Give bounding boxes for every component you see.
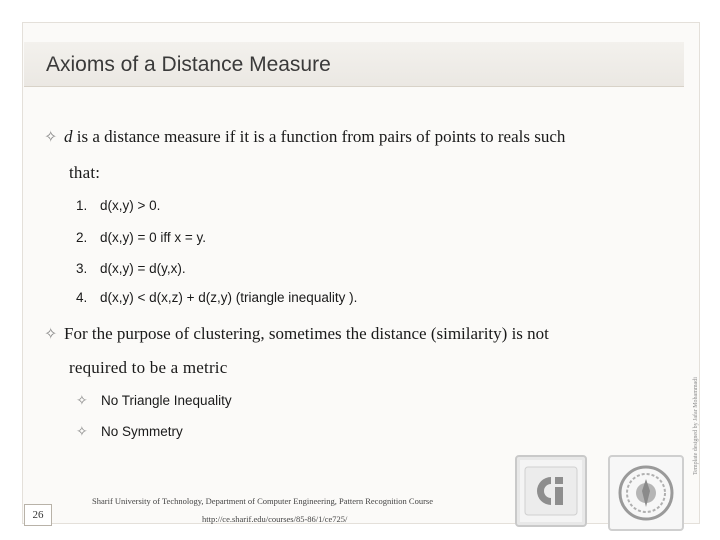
sub-bullet: ✧ No Symmetry <box>76 423 183 439</box>
bullet-1 <box>44 127 565 147</box>
axiom-item: 1. d(x,y) > 0. <box>76 198 161 213</box>
bullet-2-continuation: required to be a metric <box>69 358 228 377</box>
bullet-2-text: For the purpose of clustering, sometimes the distance (similarity) is not <box>64 324 549 343</box>
page-number: 26 <box>24 504 52 526</box>
slide-title: Axioms of a Distance Measure <box>46 53 331 76</box>
star-bullet-icon: ✧ <box>44 326 58 343</box>
footer-url[interactable]: http://ce.sharif.edu/courses/85-86/1/ce725/ <box>202 514 348 524</box>
footer-course: Sharif University of Technology, Department of Computer Engineering, Pattern Recognition Course <box>92 496 433 506</box>
star-bullet-icon: ✧ <box>44 129 58 146</box>
university-seal-icon <box>608 455 684 531</box>
axiom-item: 4. d(x,y) < d(x,z) + d(z,y) (triangle inequality ). <box>76 290 358 305</box>
variable-d: d <box>64 127 73 146</box>
sub-bullet: ✧ No Triangle Inequality <box>76 392 232 408</box>
axiom-item: 2. d(x,y) = 0 iff x = y. <box>76 230 207 245</box>
star-bullet-icon: ✧ <box>76 392 88 408</box>
template-credit: Template designed by Jafar Mohammadi <box>693 377 699 475</box>
bullet-1-continuation: that: <box>69 163 101 182</box>
axiom-item: 3. d(x,y) = d(y,x). <box>76 261 186 276</box>
ci-logo-icon <box>515 455 587 527</box>
bullet-2 <box>44 324 549 344</box>
star-bullet-icon: ✧ <box>76 423 88 439</box>
bullet-1-text: is a distance measure if it is a function from pairs of points to reals such <box>72 127 566 146</box>
